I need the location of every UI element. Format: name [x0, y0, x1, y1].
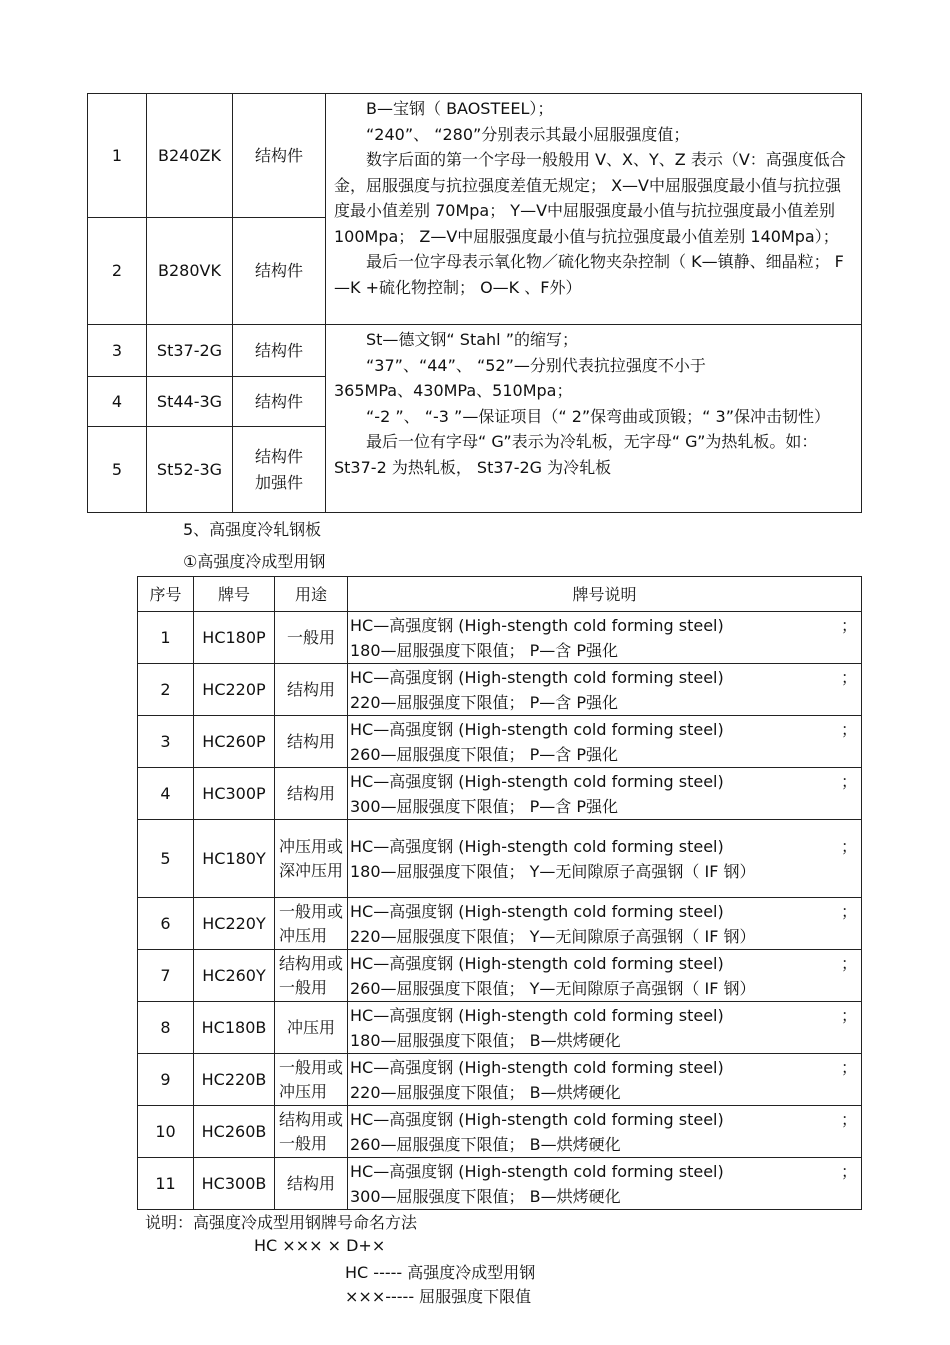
row-number: 8: [138, 1002, 194, 1054]
grade-use: 结构用: [275, 768, 348, 820]
table-row: [138, 1106, 862, 1158]
grade-code: HC260B: [194, 1106, 275, 1158]
grade-code: HC220P: [194, 664, 275, 716]
grade-use: 结构用: [275, 664, 348, 716]
grade-description: [348, 1054, 862, 1106]
desc-line-2: 260—屈服强度下限值； B—烘烤硬化: [350, 1134, 621, 1154]
section-subheading: ①高强度冷成型用钢: [183, 552, 326, 571]
section-heading: 5、高强度冷轧钢板: [183, 520, 322, 539]
desc-line-1: HC—高强度钢 (High-stength cold forming steel): [350, 901, 724, 921]
semicolon: ；: [840, 1005, 857, 1025]
desc-line: “37”、“44”、 “52”—分别代表抗拉强度不小于: [366, 355, 706, 375]
row-number: 1: [88, 94, 147, 218]
row-number: 9: [138, 1054, 194, 1106]
note-line-1: HC ----- 高强度冷成型用钢: [345, 1263, 536, 1282]
grade-description: [348, 768, 862, 820]
desc-line-1: HC—高强度钢 (High-stength cold forming steel): [350, 667, 724, 687]
grade-code: HC300B: [194, 1158, 275, 1210]
desc-line: 最后一位有字母“ G”表示为冷轧板，无字母“ G”为热轧板。如： St37-2 为热轧板， St37-2G 为冷轧板: [334, 432, 818, 477]
desc-line: B—宝钢（ BAOSTEEL）；: [366, 99, 554, 118]
header-use: 用途: [275, 577, 348, 612]
row-number: 2: [88, 218, 147, 325]
table-row: [138, 1158, 862, 1210]
row-number: 5: [88, 427, 147, 513]
row-number: 7: [138, 950, 194, 1002]
row-number: 6: [138, 898, 194, 950]
grade-description: [348, 1158, 862, 1210]
table-row: [138, 1002, 862, 1054]
header-grade: 牌号: [194, 577, 275, 612]
semicolon: ；: [840, 901, 857, 921]
desc-line-1: HC—高强度钢 (High-stength cold forming steel): [350, 1005, 724, 1025]
grade-description: [348, 1106, 862, 1158]
desc-line: St—德文钢“ Stahl ”的缩写；: [366, 330, 579, 349]
desc-line: 数字后面的第一个字母一般般用 V、X、Y、Z 表示（V：高强度低合金，屈服强度与抗拉强度差值无规定； X—V中屈服强度最小值与抗拉强度最小值差别 70Mpa； Y—V中屈服强度最小值与抗拉强度最小值差别 100Mpa； Z—V中屈服强度最小值与抗拉强度最小值差别 140Mpa）；: [334, 150, 846, 246]
desc-line: “240”、 “280”分别表示其最小屈服强度值；: [366, 124, 690, 144]
desc-line-1: HC—高强度钢 (High-stength cold forming steel): [350, 953, 724, 973]
row-number: 1: [138, 612, 194, 664]
grade-description: [348, 716, 862, 768]
grade-use: 结构件: [233, 218, 326, 325]
grade-use: 冲压用: [275, 1002, 348, 1054]
table-row: [138, 612, 862, 664]
grade-use: 一般用: [275, 612, 348, 664]
desc-line: “-2 ”、 “-3 ”—保证项目（“ 2”保弯曲或顶锻；“ 3”保冲击韧性）: [366, 406, 831, 426]
desc-line-1: HC—高强度钢 (High-stength cold forming steel): [350, 771, 724, 791]
desc-line-2: 300—屈服强度下限值； P—含 P强化: [350, 796, 619, 816]
header-num: 序号: [138, 577, 194, 612]
desc-line-2: 300—屈服强度下限值； B—烘烤硬化: [350, 1186, 621, 1206]
grade-description: [348, 950, 862, 1002]
grade-code: HC180B: [194, 1002, 275, 1054]
grade-use: 冲压用或深冲压用: [275, 820, 348, 898]
row-number: 3: [138, 716, 194, 768]
grade-use: 结构用: [275, 716, 348, 768]
table-row: [138, 950, 862, 1002]
header-desc: 牌号说明: [348, 577, 862, 612]
grade-code: HC260P: [194, 716, 275, 768]
desc-line-1: HC—高强度钢 (High-stength cold forming steel): [350, 719, 724, 739]
desc-line-2: 260—屈服强度下限值； Y—无间隙原子高强钢（ IF 钢）: [350, 978, 756, 998]
table-row: [138, 664, 862, 716]
semicolon: ；: [840, 1161, 857, 1181]
table-row: [138, 768, 862, 820]
row-number: 5: [138, 820, 194, 898]
grade-use: 一般用或冲压用: [275, 1054, 348, 1106]
grade-use: 结构用或一般用: [275, 950, 348, 1002]
row-number: 11: [138, 1158, 194, 1210]
grade-description: [348, 612, 862, 664]
desc-line: 最后一位字母表示氧化物／硫化物夹杂控制（ K—镇静、细晶粒； F—K +硫化物控制； O—K 、F外）: [334, 252, 844, 297]
desc-line-2: 220—屈服强度下限值； P—含 P强化: [350, 692, 619, 712]
row-number: 4: [138, 768, 194, 820]
semicolon: ；: [840, 771, 857, 791]
grade-code: St44-3G: [147, 377, 233, 427]
semicolon: ；: [840, 719, 857, 739]
semicolon: ；: [840, 1109, 857, 1129]
grade-code: HC180Y: [194, 820, 275, 898]
grade-table-2: [137, 576, 862, 1210]
desc-line-2: 180—屈服强度下限值； P—含 P强化: [350, 640, 619, 660]
semicolon: ；: [840, 1057, 857, 1077]
grade-code: B280VK: [147, 218, 233, 325]
grade-code: B240ZK: [147, 94, 233, 218]
use-line: 结构件: [254, 446, 303, 466]
grade-description: [348, 1002, 862, 1054]
desc-line-2: 220—屈服强度下限值； Y—无间隙原子高强钢（ IF 钢）: [350, 926, 756, 946]
table-row: [138, 820, 862, 898]
grade-code: HC220Y: [194, 898, 275, 950]
desc-line-1: HC—高强度钢 (High-stength cold forming steel): [350, 615, 724, 635]
row-number: 10: [138, 1106, 194, 1158]
grade-code: HC220B: [194, 1054, 275, 1106]
row-number: 4: [88, 377, 147, 427]
grade-code: HC180P: [194, 612, 275, 664]
semicolon: ；: [840, 836, 857, 856]
desc-line: 365MPa、430MPa、510Mpa；: [334, 381, 573, 400]
grade-use: 一般用或冲压用: [275, 898, 348, 950]
grade-code: HC260Y: [194, 950, 275, 1002]
grade-code: St52-3G: [147, 427, 233, 513]
grade-use: 结构用或一般用: [275, 1106, 348, 1158]
desc-line-1: HC—高强度钢 (High-stength cold forming steel): [350, 836, 724, 856]
grade-description: [348, 664, 862, 716]
grade-code: St37-2G: [147, 325, 233, 377]
desc-line-1: HC—高强度钢 (High-stength cold forming steel): [350, 1057, 724, 1077]
semicolon: ；: [840, 667, 857, 687]
note-title: 说明：高强度冷成型用钢牌号命名方法: [145, 1213, 418, 1232]
grade-description: [348, 820, 862, 898]
desc-line-2: 260—屈服强度下限值； P—含 P强化: [350, 744, 619, 764]
row-number: 3: [88, 325, 147, 377]
grade-code: HC300P: [194, 768, 275, 820]
row-number: 2: [138, 664, 194, 716]
grade-use: 结构用: [275, 1158, 348, 1210]
desc-line-2: 220—屈服强度下限值； B—烘烤硬化: [350, 1082, 621, 1102]
grade-description: [348, 898, 862, 950]
note-formula: HC ××× × D+×: [254, 1236, 386, 1255]
table-row: [138, 716, 862, 768]
use-line: 加强件: [254, 472, 303, 492]
desc-line-1: HC—高强度钢 (High-stength cold forming steel): [350, 1161, 724, 1181]
table-row: [138, 898, 862, 950]
grade-use: 结构件: [233, 94, 326, 218]
grade-description-b: [326, 94, 862, 325]
desc-line-2: 180—屈服强度下限值； B—烘烤硬化: [350, 1030, 621, 1050]
note-line-2: ×××----- 屈服强度下限值: [345, 1287, 532, 1306]
grade-use: [233, 427, 326, 513]
grade-use: 结构件: [233, 377, 326, 427]
semicolon: ；: [840, 615, 857, 635]
semicolon: ；: [840, 953, 857, 973]
grade-table-1: [87, 93, 862, 513]
desc-line-2: 180—屈服强度下限值； Y—无间隙原子高强钢（ IF 钢）: [350, 861, 756, 881]
grade-use: 结构件: [233, 325, 326, 377]
grade-description-st: [326, 325, 862, 513]
table-row: [138, 1054, 862, 1106]
desc-line-1: HC—高强度钢 (High-stength cold forming steel): [350, 1109, 724, 1129]
